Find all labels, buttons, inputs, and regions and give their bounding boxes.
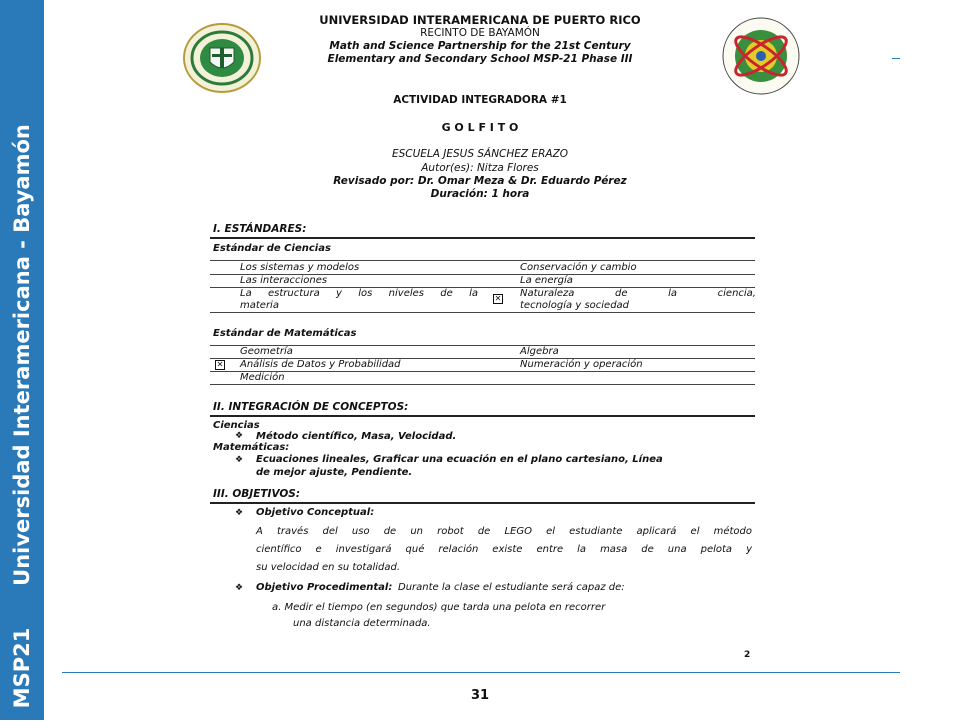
header-university: UNIVERSIDAD INTERAMERICANA DE PUERTO RICO: [319, 13, 641, 27]
integration-science-label: Ciencias: [213, 420, 260, 431]
science-standard: Conservación y cambio: [520, 262, 637, 273]
math-standard: Análisis de Datos y Probabilidad: [240, 359, 401, 370]
sidebar-title: Universidad Interamericana - Bayamón: [10, 124, 34, 586]
math-checkbox[interactable]: ✕: [216, 360, 224, 369]
university-header: [180, 14, 780, 66]
sidebar-short-title: MSP21: [10, 627, 34, 709]
integration-math-label: Matemáticas:: [213, 442, 290, 453]
conceptual-objective-label: Objetivo Conceptual:: [256, 507, 375, 518]
objectives-rule: [210, 502, 755, 504]
header-program: Elementary and Secondary School MSP-21 Phase III: [327, 53, 633, 65]
objectives-heading: III. OBJETIVOS:: [213, 488, 301, 500]
science-standard: Los sistemas y modelos: [240, 262, 360, 273]
objective-item-a: a. Medir el tiempo (en segundos) que tarda una pelota en recorrer: [272, 602, 606, 613]
science-rule-4: [210, 312, 755, 313]
science-standard: Naturaleza de la ciencia,: [520, 288, 756, 299]
science-standards-heading: Estándar de Ciencias: [213, 243, 331, 254]
sidebar-band: [0, 0, 44, 720]
science-rule-1: [210, 260, 755, 261]
science-standard: tecnología y sociedad: [520, 300, 630, 311]
activity-name: G O L F I T O: [441, 121, 519, 134]
objective-item-a-cont: una distancia determinada.: [293, 618, 431, 629]
sidebar-text: [2, 0, 42, 720]
procedural-objective-text: Durante la clase el estudiante será capaz de:: [398, 582, 625, 593]
activity-title: ACTIVIDAD INTEGRADORA #1: [393, 94, 567, 106]
math-standard: Numeración y operación: [520, 359, 643, 370]
document-page: [180, 10, 780, 660]
header-campus: RECINTO DE BAYAMÓN: [420, 27, 540, 39]
bullet-icon: ❖: [235, 583, 244, 593]
slide-number: 31: [470, 688, 490, 703]
integration-science-item: Método científico, Masa, Velocidad.: [256, 431, 457, 442]
math-rule-3: [210, 371, 755, 372]
bullet-icon: ❖: [235, 508, 244, 518]
bullet-icon: ❖: [235, 431, 244, 441]
integration-rule: [210, 415, 755, 417]
standards-rule: [210, 237, 755, 239]
math-standard: Geometría: [240, 346, 293, 357]
standards-heading: I. ESTÁNDARES:: [213, 223, 307, 235]
bullet-icon: ❖: [235, 455, 244, 465]
activity-school: ESCUELA JESUS SÁNCHEZ ERAZO: [391, 148, 569, 160]
integration-heading: II. INTEGRACIÓN DE CONCEPTOS:: [213, 401, 409, 413]
header-partnership: Math and Science Partnership for the 21st Century: [329, 40, 631, 52]
science-standard: materia: [240, 300, 279, 311]
document-page-number: 2: [744, 650, 751, 660]
science-standard: Las interacciones: [240, 275, 328, 286]
conceptual-line: su velocidad en su totalidad.: [256, 562, 401, 573]
conceptual-objective-text: [256, 523, 752, 577]
integration-math-item-cont: de mejor ajuste, Pendiente.: [256, 467, 413, 478]
activity-duration: Duración: 1 hora: [430, 188, 530, 200]
math-standard: Algebra: [520, 346, 559, 357]
math-rule-4: [210, 384, 755, 385]
science-checkbox[interactable]: ✕: [494, 294, 502, 303]
corner-dash: [892, 58, 900, 59]
science-standard: La energía: [520, 275, 573, 286]
activity-author: Autor(es): Nitza Flores: [421, 162, 539, 174]
procedural-objective-label: Objetivo Procedimental:: [256, 582, 393, 593]
conceptual-line: científico e investigará qué relación existe entre la masa de una pelota y: [256, 544, 752, 555]
conceptual-line: A través del uso de un robot de LEGO el estudiante aplicará el método: [256, 526, 752, 537]
footer-rule: [62, 672, 900, 673]
science-standard: La estructura y los niveles de la: [240, 288, 478, 299]
integration-math-item: Ecuaciones lineales, Graficar una ecuación en el plano cartesiano, Línea: [256, 454, 663, 465]
math-standard: Medición: [240, 372, 285, 383]
activity-reviewers: Revisado por: Dr. Omar Meza & Dr. Eduardo Pérez: [333, 175, 627, 187]
math-standards-heading: Estándar de Matemáticas: [213, 328, 357, 339]
